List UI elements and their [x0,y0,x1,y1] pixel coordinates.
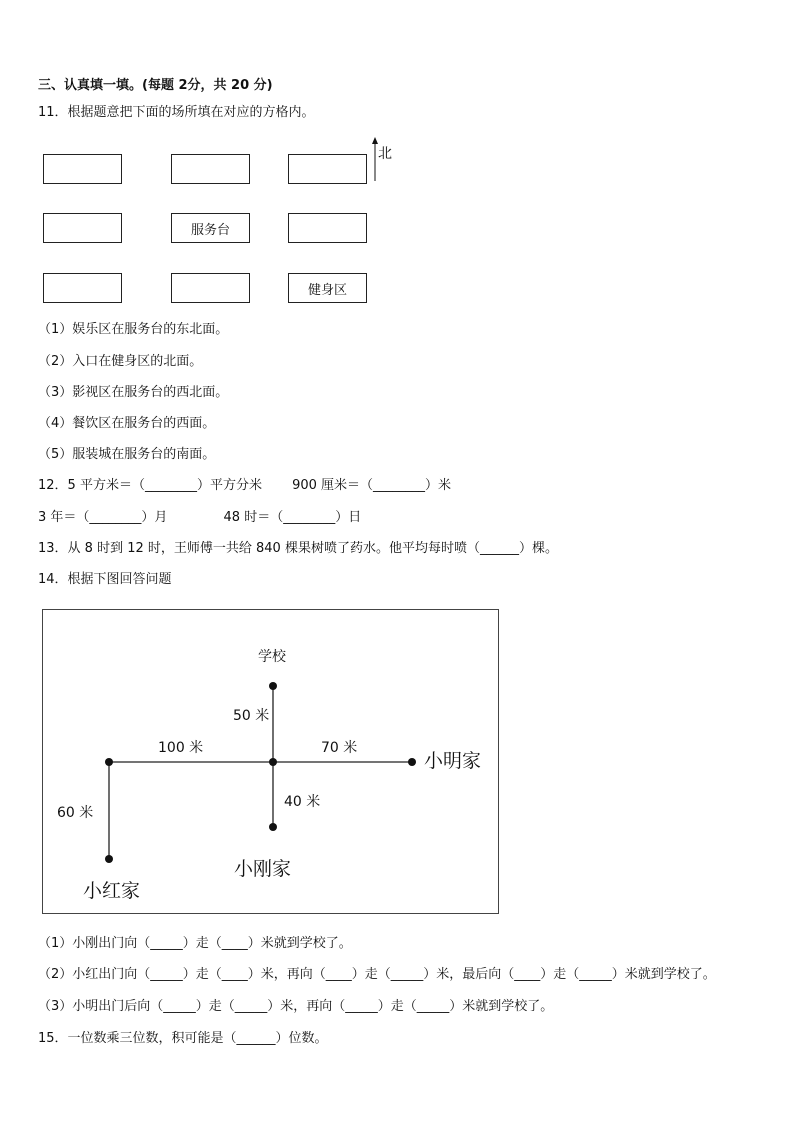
clue-3: （3）影视区在服务台的西北面。 [38,385,229,400]
question-15: 15．一位数乘三位数，积可能是（______）位数。 [38,1031,328,1046]
xiaoming-home-point [408,758,416,766]
grid-cell-r1-c2[interactable] [171,154,250,184]
section-title: 三、认真填一填。(每题 2分，共 20 分) [38,78,273,93]
clue-4: （4）餐饮区在服务台的西面。 [38,416,216,431]
distance-xiaohong-label: 60 米 [57,805,94,821]
clue-5: （5）服装城在服务台的南面。 [38,447,216,462]
crossroad-point [269,758,277,766]
question-12-line-2: 3 年＝（________）月 48 时＝（________）日 [38,510,362,525]
question-12-line-1: 12．5 平方米＝（________）平方分米 900 厘米＝（________）米 [38,478,452,493]
question-14-sub-2: （2）小红出门向（_____）走（____）米，再向（____）走（_____）米，最后向（____）走（_____）米就到学校了。 [38,967,716,982]
grid-cell-r1-c1[interactable] [43,154,122,184]
grid-cell-r3-c1[interactable] [43,273,122,303]
grid-cell-r2-c3[interactable] [288,213,367,243]
school-point [269,682,277,690]
grid-cell-service-desk: 服务台 [171,213,250,243]
school-label: 学校 [258,649,286,665]
grid-cell-fitness-area: 健身区 [288,273,367,303]
north-label: 北 [378,146,392,162]
distance-school-label: 50 米 [233,708,270,724]
question-14-sub-1: （1）小刚出门向（_____）走（____）米就到学校了。 [38,936,352,951]
xiaogang-home-label: 小刚家 [234,858,292,880]
clue-2: （2）入口在健身区的北面。 [38,354,203,369]
question-13: 13．从 8 时到 12 时，王师傅一共给 840 棵果树喷了药水。他平均每时喷（______）棵。 [38,541,558,556]
xiaohong-home-label: 小红家 [83,880,141,902]
question-11-stem: 11．根据题意把下面的场所填在对应的方格内。 [38,105,315,120]
distance-left-label: 100 米 [158,740,204,756]
xiaogang-home-point [269,823,277,831]
xiaohong-home-point [105,855,113,863]
question-14-stem: 14．根据下图回答问题 [38,572,172,587]
xiaoming-home-label: 小明家 [424,750,482,772]
distance-down-label: 40 米 [284,794,321,810]
clue-1: （1）娱乐区在服务台的东北面。 [38,322,229,337]
distance-right-label: 70 米 [321,740,358,756]
route-map [42,609,499,914]
grid-cell-r1-c3[interactable] [288,154,367,184]
question-14-sub-3: （3）小明出门后向（_____）走（_____）米，再向（_____）走（_____）米就到学校了。 [38,999,554,1014]
north-arrow-icon [370,137,400,183]
grid-cell-r3-c2[interactable] [171,273,250,303]
grid-cell-r2-c1[interactable] [43,213,122,243]
left-turn-point [105,758,113,766]
